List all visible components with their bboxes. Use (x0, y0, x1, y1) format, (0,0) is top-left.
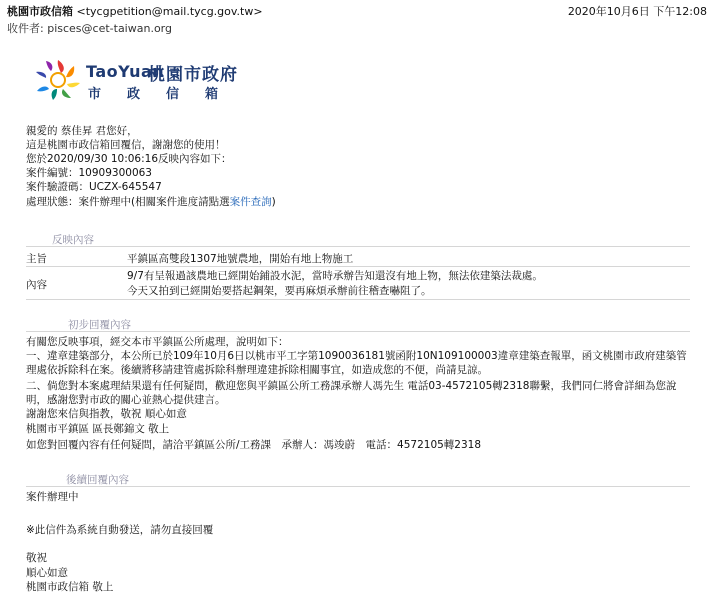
content-line-2: 今天又拍到已經開始要搭起鋼架，要再麻煩承辦前往稽查嚇阻了。 (127, 285, 432, 297)
divider (26, 331, 690, 332)
divider (26, 246, 690, 247)
greeting: 親愛的 蔡佳昇 君您好， (26, 125, 138, 137)
reply-line: 一、違章建築部分，本公所已於109年10月6日以桃市平工字第1090036181號函附10N109100003違章建築查報單，函文桃園市政府建築管 (26, 350, 687, 362)
intro-line-2: 您於2020/09/30 10:06:16反映內容如下： (26, 153, 232, 165)
divider (26, 266, 690, 267)
recipient-email[interactable]: pisces@cet-taiwan.org (47, 22, 172, 35)
reply-line: 桃園市平鎮區 區長鄭錦文 敬上 (26, 423, 170, 435)
status-prefix: 處理狀態：案件辦理中(相關案件進度請點選 (26, 196, 230, 208)
recipient-label: 收件者: (7, 22, 44, 35)
reply-line: 二、倘您對本案處理結果還有任何疑問，歡迎您與平鎮區公所工務課承辦人馮先生 電話03-4572105轉2318聯繫，我們同仁將會詳細為您說 (26, 380, 677, 392)
auto-send-note: ※此信件為系統自動發送，請勿直接回覆 (26, 524, 214, 536)
closing-3: 桃園市政信箱 敬上 (26, 581, 114, 593)
email-date: 2020年10月6日 下午12:08 (567, 5, 707, 18)
sender[interactable] (7, 3, 263, 19)
logo-text-zh: 桃園市政府 (148, 65, 238, 85)
status-suffix: ) (271, 196, 276, 208)
reply-line: 理處依拆除科在案。後續將移請建管處拆除科辦理違建拆除相關事宜，如造成您的不便，尚請見諒。 (26, 364, 488, 376)
report-section-title: 反映內容 (52, 234, 94, 246)
logo-text-en: TaoYuan (86, 62, 165, 81)
reply-line: 有關您反映事項，經交本市平鎮區公所處理，說明如下： (26, 336, 289, 348)
divider (26, 486, 690, 487)
followup-status: 案件辦理中 (26, 491, 79, 503)
sender-name: 桃園市政信箱 (7, 5, 73, 18)
content-label: 內容 (26, 279, 47, 291)
verify-code: 案件驗證碼：UCZX-645547 (26, 181, 162, 193)
reply-line: 謝謝您來信與指教，敬祝 順心如意 (26, 408, 187, 420)
logo-subtitle: 市政信箱 (88, 87, 245, 102)
closing-2: 順心如意 (26, 567, 68, 579)
subject-label: 主旨 (26, 253, 47, 265)
case-query-link[interactable]: 案件查詢 (229, 196, 272, 208)
case-number: 案件編號：10909300063 (26, 167, 152, 179)
reply-line: 明，感謝您對市政的關心並熱心提供建言。 (26, 394, 226, 406)
sender-email: <tycgpetition@mail.tycg.gov.tw> (76, 5, 263, 18)
followup-section-title: 後續回覆內容 (66, 474, 129, 486)
intro-line-1: 這是桃園市政信箱回覆信，謝謝您的使用！ (26, 139, 226, 151)
closing-1: 敬祝 (26, 552, 47, 564)
divider (26, 299, 690, 300)
content-line-1: 9/7有呈報過該農地已經開始鋪設水泥，當時承辦告知還沒有地上物，無法依建築法裁處。 (127, 270, 543, 282)
subject-value: 平鎮區高雙段1307地號農地，開始有地上物施工 (127, 253, 354, 265)
taoyuan-city-logo-icon (33, 58, 83, 102)
reply-line: 如您對回覆內容有任何疑問，請洽平鎮區公所/工務課 承辦人：馮竣蔚 電話：4572105轉2318 (26, 439, 482, 451)
reply-section-title: 初步回覆內容 (68, 319, 131, 331)
recipient (7, 20, 172, 36)
process-status (26, 195, 276, 209)
